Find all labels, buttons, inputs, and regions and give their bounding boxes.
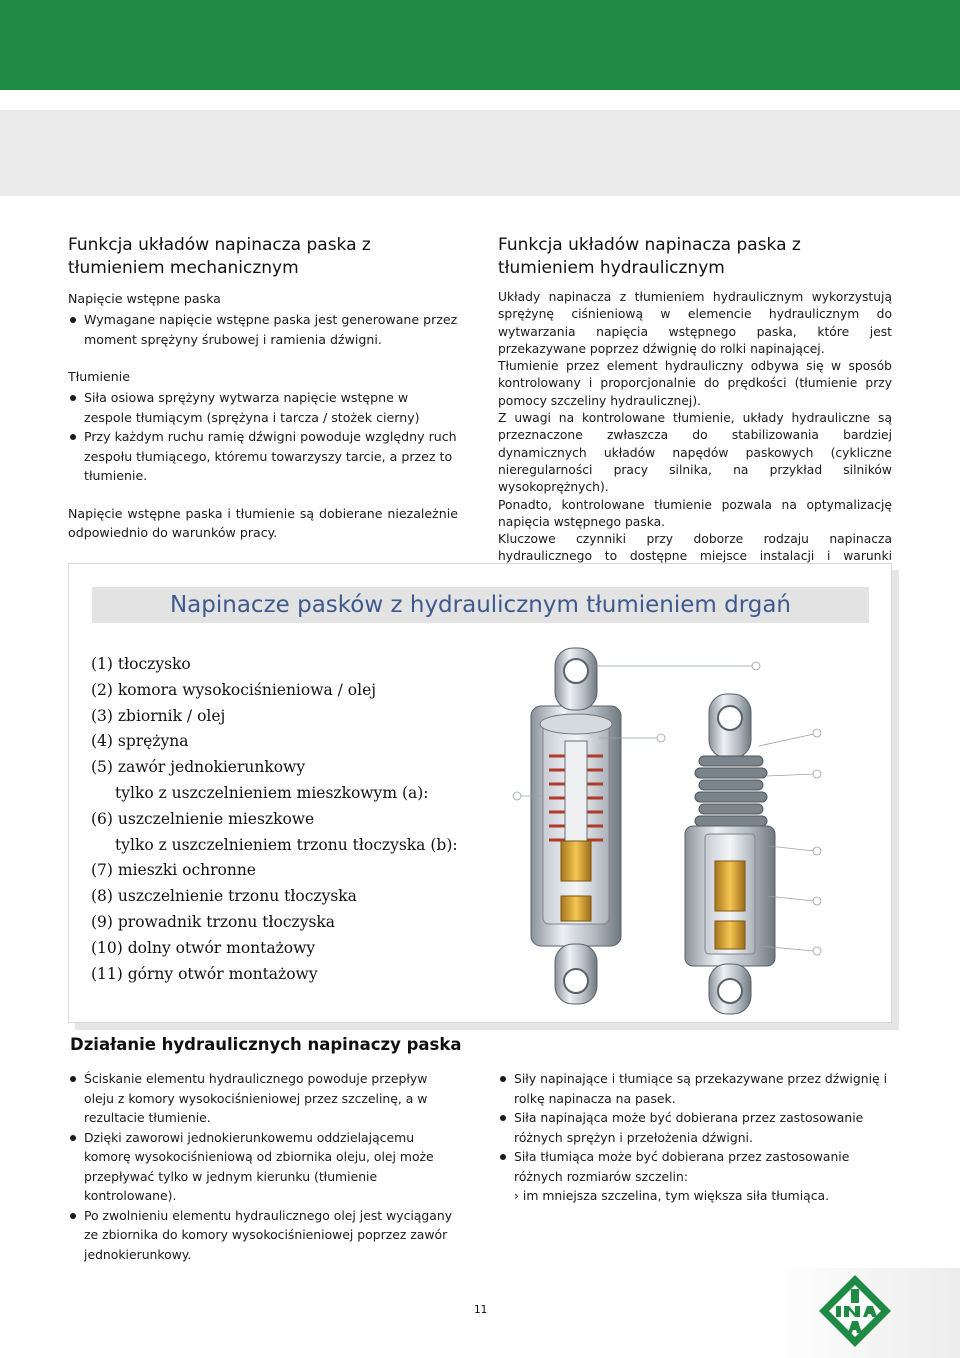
right-tensioner-unit bbox=[685, 694, 775, 1014]
list-item: Siła napinająca może być dobierana przez zastosowanie różnych sprężyn i przełożenia dźwigni. bbox=[498, 1108, 890, 1147]
legend-item: (11) górny otwór montażowy bbox=[91, 964, 318, 983]
paragraph: Ponadto, kontrolowane tłumienie pozwala na optymalizację napięcia wstępnego paska. bbox=[498, 497, 892, 529]
list-item: Siła tłumiąca może być dobierana przez zastosowanie różnych rozmiarów szczelin: bbox=[498, 1147, 890, 1186]
legend-item: (2) komora wysokociśnieniowa / olej bbox=[91, 680, 377, 699]
left-column bbox=[68, 234, 458, 543]
left-section-title: Funkcja układów napinacza paska z tłumieniem mechanicznym bbox=[68, 235, 371, 278]
bottom-left-column bbox=[68, 1069, 460, 1264]
legend-item: (7) mieszki ochronne bbox=[91, 861, 256, 880]
right-column bbox=[498, 234, 892, 583]
page-number: 11 bbox=[474, 1304, 488, 1316]
paragraph: Tłumienie przez element hydrauliczny odbywa się w sposób kontrolowany i proporcjonalnie do prędkości (tłumienie przy pomocy szczeliny hydraulicznej). bbox=[498, 359, 892, 408]
list-item: Dzięki zaworowi jednokierunkowemu oddzielającemu komorę wysokociśnieniową od zbiornika oleju, olej może przepływać tylko w jednym kierunku (tłumienie kontrolowane). bbox=[68, 1128, 460, 1206]
legend-item: (8) uszczelnienie trzonu tłoczyska bbox=[91, 887, 357, 906]
right-section-title: Funkcja układów napinacza paska z tłumieniem hydraulicznym bbox=[498, 235, 801, 278]
diagram-legend bbox=[91, 652, 458, 987]
bottom-right-column bbox=[498, 1069, 890, 1206]
bottom-left-bullets bbox=[68, 1069, 460, 1264]
top-color-bar bbox=[0, 0, 960, 90]
hydraulic-tensioner-illustration bbox=[509, 646, 869, 1016]
header-grey-band bbox=[0, 110, 960, 196]
legend-item: (9) prowadnik trzonu tłoczyska bbox=[91, 912, 336, 931]
left-tensioner-unit bbox=[531, 648, 621, 1004]
legend-item: (1) tłoczysko bbox=[91, 655, 191, 673]
legend-item: (5) zawór jednokierunkowy bbox=[91, 758, 306, 777]
preload-subtitle: Napięcie wstępne paska bbox=[68, 291, 221, 306]
paragraph: Układy napinacza z tłumieniem hydraulicznym wykorzystują sprężynę ciśnieniową w elemencie hydraulicznym do wytwarzania napięcia wstępnego paska, które jest przekazywane poprzez dźwignię do rolki napinającej. bbox=[498, 290, 892, 356]
damping-bullets bbox=[68, 388, 458, 486]
legend-note: tylko z uszczelnieniem mieszkowym (a): bbox=[115, 783, 429, 802]
list-item: Siły napinające i tłumiące są przekazywane przez dźwignię i rolkę napinacza na pasek. bbox=[498, 1069, 890, 1108]
damping-subtitle: Tłumienie bbox=[68, 369, 130, 384]
paragraph: Kluczowe czynniki przy doborze rodzaju napinacza hydraulicznego to dostępne miejsce instalacji i warunki bbox=[498, 532, 892, 564]
legend-item: (4) sprężyna bbox=[91, 732, 189, 751]
ina-logo bbox=[817, 1273, 893, 1349]
legend-item: (10) dolny otwór montażowy bbox=[91, 938, 316, 957]
preload-bullets bbox=[68, 310, 458, 349]
paragraph: Z uwagi na kontrolowane tłumienie, układy hydrauliczne są przeznaczone zwłaszcza do stabilizowania bardziej dynamicznych układów napędów paskowych (cykliczne nieregularności pracy silnika, na przykład silników wysokoprężnych). bbox=[498, 411, 892, 495]
bottom-right-bullets bbox=[498, 1069, 890, 1186]
gap-size-note: › im mniejsza szczelina, tym większa siła tłumiąca. bbox=[514, 1188, 830, 1203]
list-item: Po zwolnieniu elementu hydraulicznego olej jest wyciągany ze zbiornika do komory wysokociśnieniowej poprzez zawór jednokierunkowy. bbox=[68, 1206, 460, 1265]
list-item: Ściskanie elementu hydraulicznego powoduje przepływ oleju z komory wysokociśnieniowej przez szczelinę, a w rezultacie tłumienie. bbox=[68, 1069, 460, 1128]
summary-paragraph: Napięcie wstępne paska i tłumienie są dobierane niezależnie odpowiednio do warunków pracy. bbox=[68, 505, 458, 540]
legend-item: (3) zbiornik / olej bbox=[91, 706, 226, 725]
list-item: Przy każdym ruchu ramię dźwigni powoduje względny ruch zespołu tłumiącego, któremu towarzyszy tarcie, a przez to tłumienie. bbox=[68, 427, 458, 486]
bottom-section-title: Działanie hydraulicznych napinaczy paska bbox=[70, 1035, 462, 1054]
diagram-panel bbox=[68, 563, 892, 1023]
legend-item: (6) uszczelnienie mieszkowe bbox=[91, 809, 315, 828]
legend-note: tylko z uszczelnieniem trzonu tłoczyska (b): bbox=[115, 835, 458, 854]
list-item: Siła osiowa sprężyny wytwarza napięcie wstępne w zespole tłumiącym (sprężyna i tarcza / stożek cierny) bbox=[68, 388, 458, 427]
diagram-title: Napinacze pasków z hydraulicznym tłumieniem drgań bbox=[92, 587, 869, 623]
list-item: Wymagane napięcie wstępne paska jest generowane przez moment sprężyny śrubowej i ramienia dźwigni. bbox=[68, 310, 458, 349]
